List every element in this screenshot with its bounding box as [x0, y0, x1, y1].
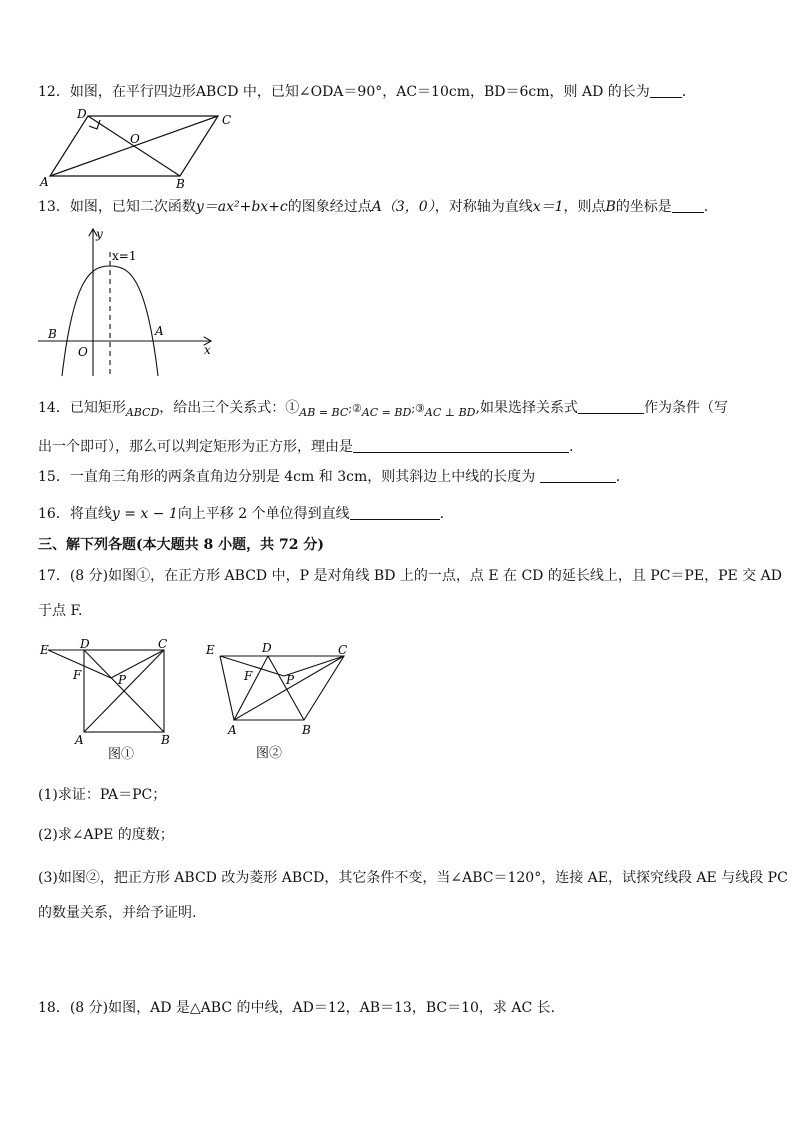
q17-sub2: (2)求∠APE 的度数； — [38, 827, 174, 843]
q13-text-a: 如图，已知二次函数 — [69, 199, 196, 215]
q12-number: 12． — [38, 84, 70, 100]
q17-sub3-line1: (3)如图②，把正方形 ABCD 改为菱形 ABCD，其它条件不变，当∠ABC＝120°，连接 AE，试探究线段 AE 与线段 PC — [38, 870, 788, 886]
q14-blank-2[interactable] — [353, 438, 569, 453]
q17-sub1: (1)求证：PA＝PC； — [38, 787, 167, 803]
q13-answer-blank[interactable] — [672, 198, 704, 213]
q12-body: 如图，在平行四边形ABCD 中，已知∠ODA＝90°，AC＝10cm，BD＝6cm，则 AD 的长为 — [69, 84, 650, 100]
q14-number: 14． — [38, 400, 70, 416]
q14-rect: ABCD — [125, 406, 160, 419]
q17f2-label-C: C — [338, 643, 348, 657]
q17-score: (8 分) — [69, 568, 109, 584]
q13-label-A: A — [155, 324, 164, 338]
q16-text-a: 将直线 — [69, 506, 112, 522]
q16-text — [38, 504, 764, 524]
q15-end: . — [615, 469, 621, 485]
q13-number: 13． — [38, 199, 70, 215]
q13-point-b: B — [605, 199, 616, 215]
q16-number: 16． — [38, 506, 70, 522]
q18-score: (8 分) — [69, 1000, 109, 1016]
q18-text — [38, 998, 764, 1018]
q17f2-label-A: A — [228, 723, 237, 737]
q14-end: . — [569, 439, 574, 455]
q17f1-label-E: E — [40, 643, 49, 657]
q17f2-label-P: P — [286, 673, 295, 687]
q17-line2: 于点 F. — [38, 603, 83, 619]
q14-line2 — [38, 437, 764, 457]
q13-axis-eq: x＝1 — [532, 199, 564, 215]
q12-text — [38, 82, 764, 102]
q12-answer-blank[interactable] — [650, 83, 682, 98]
q17f1-label-B: B — [161, 733, 170, 746]
q13-label-axis: x=1 — [112, 249, 137, 263]
q14-line1 — [38, 398, 764, 423]
q12-label-B: B — [176, 177, 185, 190]
q14-text-b: ，给出三个关系式：① — [159, 400, 300, 416]
q12-end: ． — [681, 84, 696, 100]
q12-label-D: D — [77, 107, 87, 121]
q17-figure-1 — [36, 634, 186, 750]
q14-rel2: AC = BD — [361, 406, 412, 419]
q17-figure-1-caption: 图① — [108, 747, 135, 762]
q18-number: 18． — [38, 1000, 70, 1016]
q14-text-a: 已知矩形 — [69, 400, 126, 416]
q16-text-b: 向上平移 2 个单位得到直线 — [177, 506, 350, 522]
q14-sep1: ;② — [348, 402, 362, 415]
q17-figure-2 — [198, 636, 358, 744]
q17-figure-2-caption: 图② — [256, 746, 283, 761]
q15-body: 一直角三角形的两条直角边分别是 4cm 和 3cm，则其斜边上中线的长度为 — [69, 469, 536, 485]
q13-text — [38, 197, 764, 217]
q13-end: ． — [703, 199, 718, 215]
q12-label-O: O — [130, 132, 140, 146]
q17f1-label-P: P — [118, 673, 127, 687]
q13-figure — [34, 224, 219, 384]
q17f2-label-B: B — [302, 723, 311, 737]
q16-formula: y = x − 1 — [111, 506, 178, 522]
q17f1-label-F: F — [73, 668, 82, 682]
q14-line2-text: 出一个即可），那么可以判定矩形为正方形，理由是 — [38, 439, 353, 455]
q12-label-C: C — [222, 113, 232, 127]
q14-text-d: 作为条件（写 — [643, 400, 728, 416]
q14-text-c: ,如果选择关系式 — [475, 400, 578, 416]
q17f1-label-C: C — [158, 637, 168, 651]
q13-text-c: ，对称轴为直线 — [434, 199, 533, 215]
q17f2-label-D: D — [262, 641, 272, 655]
q12-label-A: A — [40, 175, 49, 189]
q14-blank-1[interactable] — [578, 399, 644, 414]
q16-end: . — [439, 506, 445, 522]
q13-label-B: B — [48, 327, 57, 341]
q12-figure — [34, 104, 244, 194]
section-3-heading: 三、解下列各题(本大题共 8 小题，共 72 分) — [38, 537, 324, 553]
q17f1-label-A: A — [75, 733, 84, 746]
q18-body: 如图，AD 是△ABC 的中线，AD＝12，AB＝13，BC＝10，求 AC 长. — [108, 1000, 556, 1016]
q14-rel3: AC ⊥ BD — [424, 406, 476, 419]
q17f2-label-E: E — [206, 643, 215, 657]
q15-number: 15． — [38, 469, 70, 485]
q13-text-d: ，则点 — [563, 199, 606, 215]
q13-label-y: y — [96, 227, 103, 241]
q17-text-1: 如图①，在正方形 ABCD 中，P 是对角线 BD 上的一点，点 E 在 CD 的延长线上，且 PC＝PE，PE 交 AD — [108, 568, 782, 584]
q13-text-b: 的图象经过点 — [287, 199, 372, 215]
q13-formula: y＝ax²+bx+c — [195, 199, 288, 215]
q17-line1 — [38, 566, 782, 586]
q14-rel1: AB = BC — [299, 406, 349, 419]
q13-label-x: x — [204, 343, 211, 357]
q17f1-label-D: D — [80, 637, 90, 651]
q13-text-e: 的坐标是 — [615, 199, 672, 215]
q17-number: 17． — [38, 568, 70, 584]
q13-point-a: A（3，0） — [371, 199, 435, 215]
q13-label-O: O — [78, 345, 88, 359]
q17-sub3-line2: 的数量关系，并给予证明. — [38, 905, 197, 921]
q15-text — [38, 467, 764, 487]
q17f2-label-F: F — [244, 669, 253, 683]
q14-sep2: ;③ — [411, 402, 425, 415]
q16-answer-blank[interactable] — [350, 505, 440, 520]
q15-answer-blank[interactable] — [540, 468, 616, 483]
